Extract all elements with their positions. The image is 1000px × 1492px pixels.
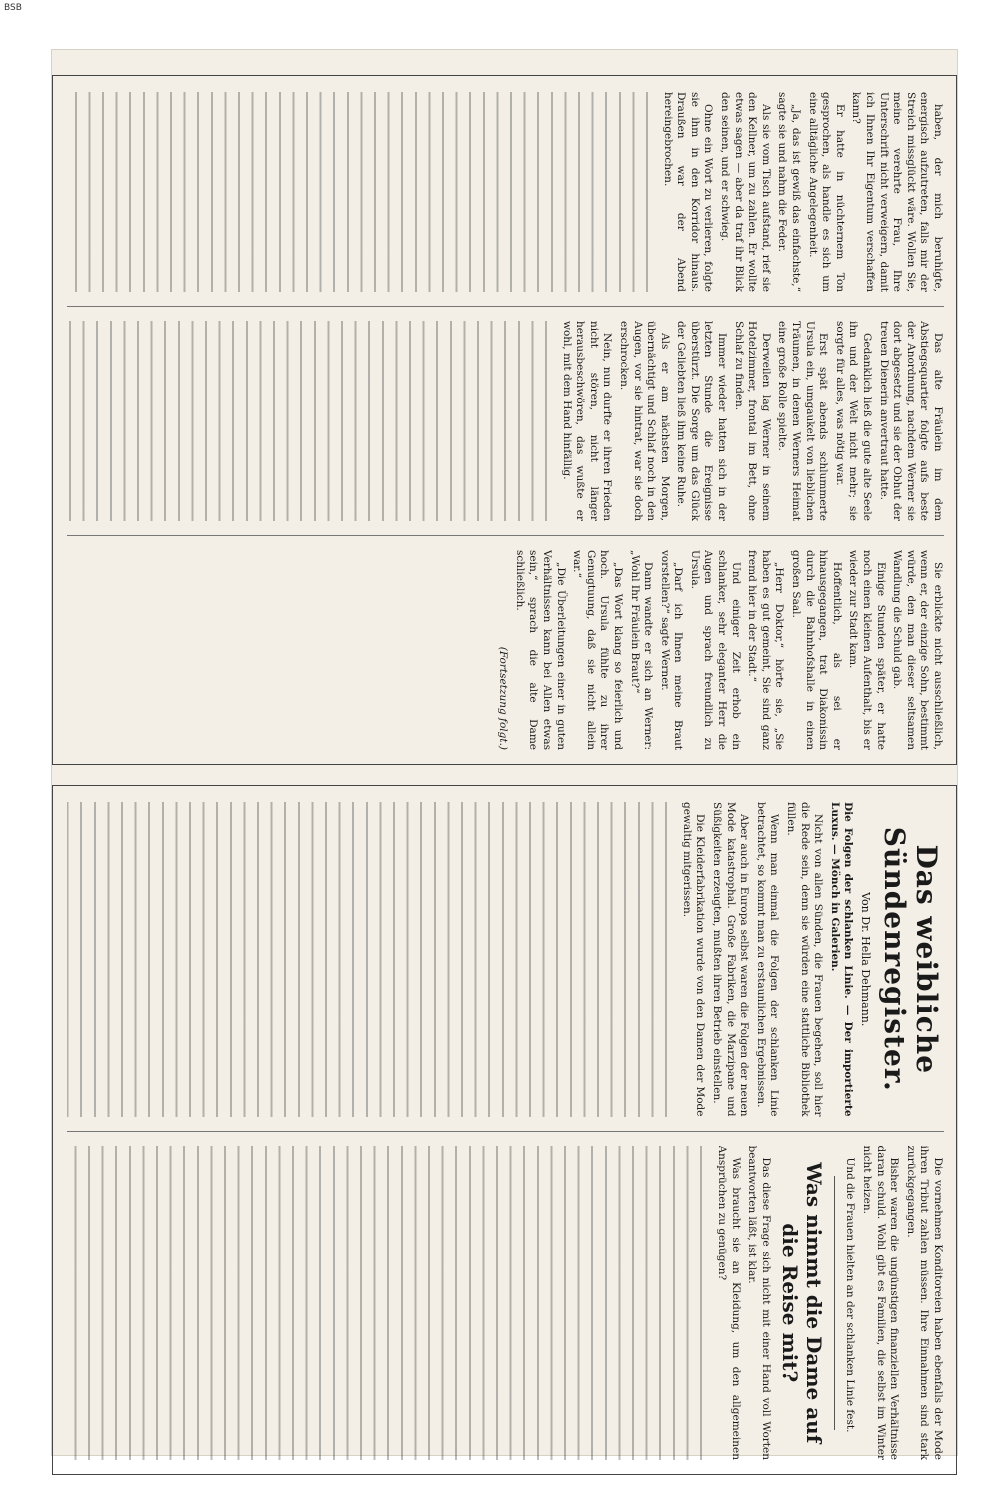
article-section xyxy=(52,785,957,1475)
scan-label: BSB xyxy=(4,3,22,13)
column-divider xyxy=(67,306,944,307)
paragraph: Gedanklich ließ die gute alte Seele ihn und der Welt nicht mehr; sie sorgte für alles, was nötig war. xyxy=(833,321,874,521)
paragraph: Dann wandte er sich an Werner: „Wohl Ihr Fräulein Braut?“ xyxy=(628,550,655,750)
paragraph: Das alte Fräulein im dem Abstiegsquartier folgte aufs beste der Anordnung, nachdem Werner sie dort abgesetzt und sie der Obhut der treuen Dienerin anvertraut hatte. xyxy=(877,321,944,521)
section-title: Was nimmt die Dame auf die Reise mit? xyxy=(777,1162,826,1444)
paragraph: Aber auch in Europa selbst waren die Folgen der neuen Mode katastrophal. Große Fabriken, die Marzipane und Süßigkeiten erzeugten, mußten ihren Betrieb einstellen. xyxy=(711,802,751,1117)
novel-column-2 xyxy=(67,321,944,521)
paragraph: „Ja, das ist gewiß das einfachste,“ sagte sie und nahm die Feder. xyxy=(776,92,803,292)
body-text-texture xyxy=(67,321,556,521)
paragraph: Immer wieder hatten sich in der letzten Stunde die Ereignisse überstürzt. Die Sorge um das Glück der Geliebten ließ ihm keine Ruhe. xyxy=(675,321,729,521)
continued-note: (Fortsetzung folgt.) xyxy=(497,646,510,750)
paragraph: Hoffentlich, als sei er hinausgegangen, trat Diakonissin durch die Bahnhofshalle in einen großen Saal. xyxy=(790,550,843,750)
paragraph: Derweilen lag Werner in seinem Hotelzimmer, frontal im Bett, ohne Schlaf zu finden. xyxy=(732,321,772,521)
article-column-2 xyxy=(67,1146,944,1461)
paragraph: Einige Stunden später, er hatte noch einen kleinen Aufenthalt, bis er wieder zur Stadt kam. xyxy=(847,550,887,750)
paragraph: Nein, nun durfte er ihren Frieden nicht stören, nicht länger herausbeschwören, das wußte er wohl, mit dem Hand hinfällig. xyxy=(560,321,614,521)
paragraph: Das diese Frage sich nicht mit einer Hand voll Worten beantworten läßt, ist klar. xyxy=(746,1145,772,1460)
body-text-texture xyxy=(67,92,657,292)
paragraph: Als er am nächsten Morgen, übernächtigt und Schlaf noch in den Augen, vor sie hintrat, war sie doch erschrocken. xyxy=(617,321,671,521)
article-title: Das weibliche Sündenregister. xyxy=(878,826,943,1092)
paragraph: Wenn man einmal die Folgen der schlanken Linie betrachtet, so kommt man zu erstaunlichen Ergebnissen. xyxy=(754,802,781,1117)
paragraph: Bisher waren die ungünstigen finanziellen Verhältnisse daran schuld. Wohl gibt es Familien, die selbst im Winter nicht heizen. xyxy=(861,1145,901,1460)
novel-column-3 xyxy=(67,550,944,750)
paragraph: Die vornehmen Konditoreien haben ebenfalls der Mode ihren Tribut zahlen müssen. Ihre Einnahmen sind stark zurückgegangen. xyxy=(904,1145,944,1460)
body-text-texture xyxy=(67,802,676,1117)
paragraph: Was braucht sie an Kleidung, um den allgemeinen Ansprüchen zu genügen? xyxy=(716,1145,742,1460)
paragraph: Ohne ein Wort zu verlieren, folgte sie ihm in den Korridor hinaus. Draußen war der Abend hereingebrochen. xyxy=(661,92,715,292)
paragraph: Und einiger Zeit erhob ein schlanker, sehr eleganter Herr die Augen und sprach freundlich zu Ursula. xyxy=(688,550,742,750)
section-rule xyxy=(834,1176,835,1431)
article-subhead: Die Folgen der schlanken Linie. — Der importierte Luxus. — Mönch in Galerien. xyxy=(828,802,855,1117)
paragraph: Er hatte in nüchternem Ton gesprochen, als handle es sich um eine alltägliche Angelegenheit. xyxy=(806,92,846,292)
newspaper-page xyxy=(52,50,957,1460)
article-column-1 xyxy=(67,802,944,1117)
novel-section xyxy=(52,75,957,765)
article-byline: Von Dr. Hella Dehmann. xyxy=(859,892,872,1027)
body-text-texture xyxy=(67,1146,711,1461)
novel-column-1 xyxy=(67,92,944,292)
paragraph: Als sie vom Tisch aufstand, rief sie den Kellner, um zu zahlen. Er wollte etwas sagen — aber da traf ihr Blick den seinen, und er schwieg. xyxy=(719,92,772,292)
paragraph: Die Kleiderfabrikation wurde von den Damen der Mode gewaltig mitgerissen. xyxy=(680,802,707,1117)
paragraph: haben, der mich beruhigte, energisch aufzutreten, falls mir der Streich missglückt wäre. Wollen Sie, meine verehrte Frau, Ihre Unterschrift nicht verweigern, damit ich Ihnen Ihr Eigentum verschaffen kann? xyxy=(850,92,944,292)
paragraph: „Das Wort klang so feierlich und hoch. Ursula fühlte zu ihrer Genugtuung, daß sie nicht allein war.“ xyxy=(571,550,624,750)
paragraph: Erst spät abends schlummerte Ursula ein, umgaukelt von lieblichen Träumen, in denen Werners Heimat eine große Rolle spielte. xyxy=(776,321,830,521)
column-divider xyxy=(67,1131,944,1132)
paragraph: Nicht von allen Sünden, die Frauen begehen, soll hier die Rede sein, denn sie würden eine stattliche Bibliothek füllen. xyxy=(785,802,825,1117)
column-divider xyxy=(67,535,944,536)
paragraph: Und die Frauen hielten an der schlanken Linie fest. xyxy=(844,1157,857,1433)
paragraph: „Die Überleitungen einer in guten Verhältnissen kann bei Allen etwas sein,“ sprach die alte Dame schließlich. xyxy=(513,550,567,750)
paragraph: „Herr Doktor,“ hörte sie, „Sie haben es gut gemeint, Sie sind ganz fremd hier in der Stadt.“ xyxy=(746,550,786,750)
paragraph: „Darf ich Ihnen meine Braut vorstellen?“ sagte Werner. xyxy=(658,550,685,750)
paragraph: Sie erblickte nicht ausschließlich, wenn er, der einzige Sohn, bestimmt würde, den man dieser seltsamen Wandlung die Schuld gab. xyxy=(891,550,944,750)
